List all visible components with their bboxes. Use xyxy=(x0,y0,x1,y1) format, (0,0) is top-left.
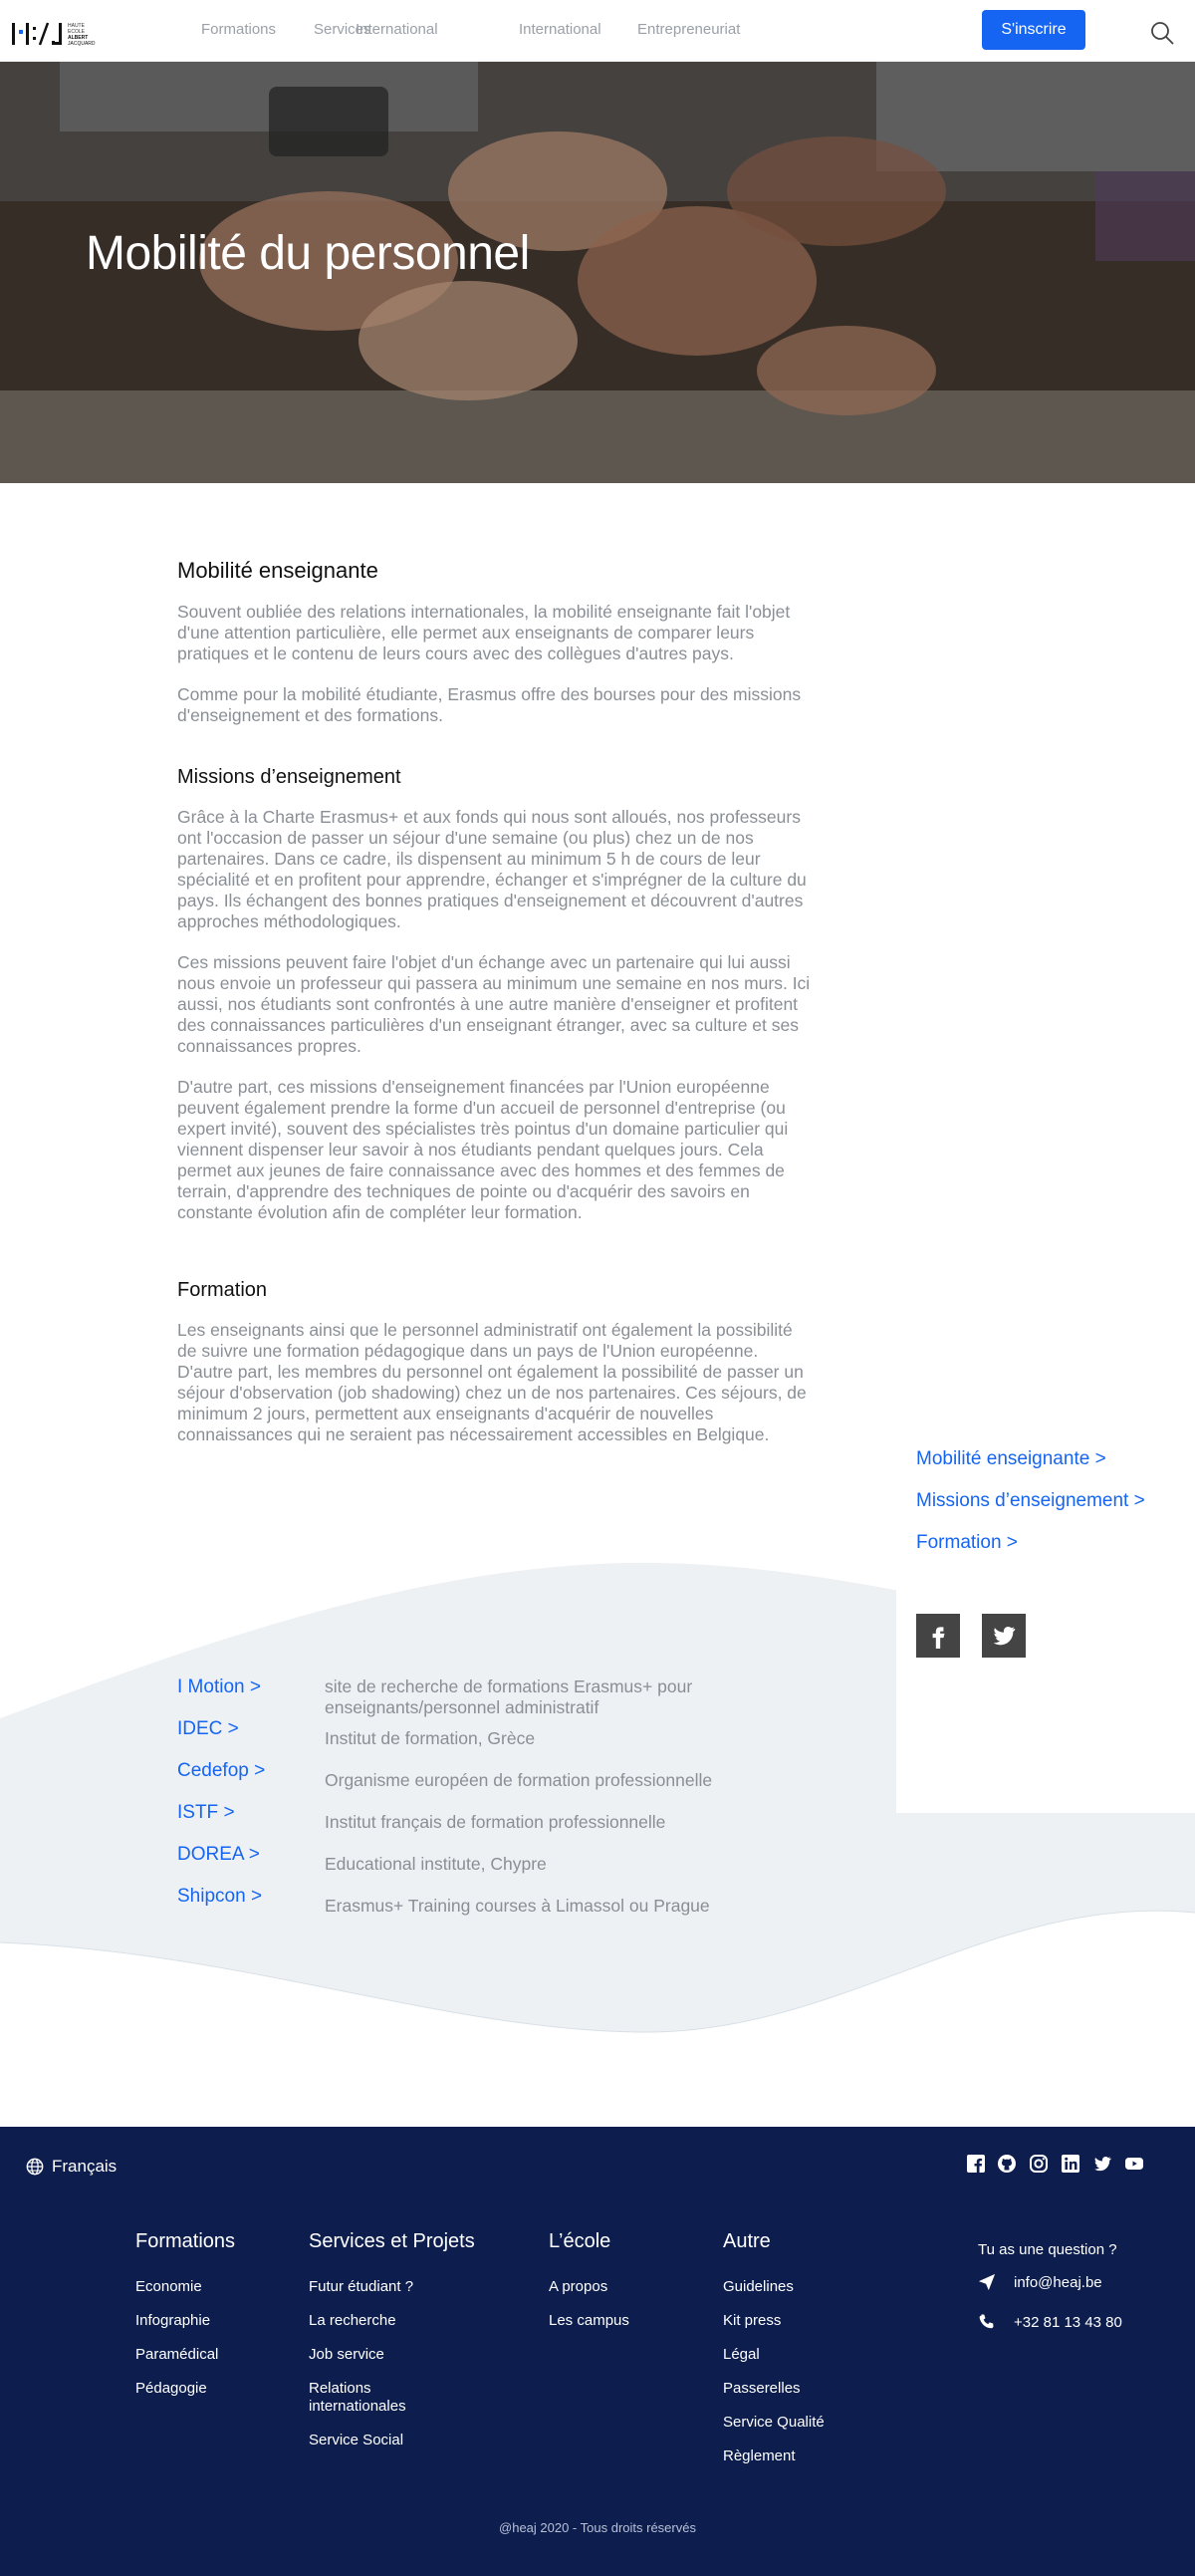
resource-description: Erasmus+ Training courses à Limassol ou Prague xyxy=(325,1896,710,1916)
resource-link[interactable]: IDEC > xyxy=(177,1718,239,1739)
resource-description: Institut de formation, Grèce xyxy=(325,1728,536,1748)
signup-button[interactable]: S'inscrire xyxy=(982,10,1085,50)
logo-line-1: HAUTE xyxy=(68,23,85,29)
paragraph: Grâce à la Charte Erasmus+ et aux fonds qui nous sont alloués, nos professeurs ont l'occasion de passer un séjour d'une semaine (ou plus) chez un de nos partenaires. Dans ce cadre, ils dispensent au minimum 5 h de cours de leur spécialité et en profitent pour apprendre, échanger et s'imprégner de la culture du pays. Ils échangent des bonnes pratiques d'enseignement et découvrent d'autres approches méthodologiques. xyxy=(177,807,807,931)
instagram-icon[interactable] xyxy=(1029,2154,1049,2174)
footer-link[interactable]: Service Qualité xyxy=(723,2414,825,2431)
footer-link[interactable]: Kit press xyxy=(723,2312,782,2329)
resource-description: Organisme européen de formation professionnelle xyxy=(325,1770,713,1790)
phone-number: +32 81 13 43 80 xyxy=(1014,2313,1122,2331)
send-icon xyxy=(978,2273,996,2291)
sidebar-link-missions[interactable]: Missions d’enseignement > xyxy=(916,1490,1145,1511)
resource-description: site de recherche de formations Erasmus+ pour enseignants/personnel administratif xyxy=(325,1676,693,1717)
footer-link[interactable]: Relations internationales xyxy=(309,2380,406,2415)
logo-line-4: JACQUARD xyxy=(68,41,96,47)
footer-link[interactable]: Les campus xyxy=(549,2312,629,2329)
footer-link[interactable]: Economie xyxy=(135,2278,202,2295)
paragraph: Les enseignants ainsi que le personnel administratif ont également la possibilité de suivre une formation pédagogique dans un pays de l'Union européenne. D'autre part, les membres du personnel ont également la possibilité de passer un séjour d'observation (job shadowing) chez un de nos partenaires. Ces séjours, de minimum 2 jours, permettent aux enseignants d'acquérir de nouvelles connaissances qui ne seraient pas nécessairement accessibles en Belgique. xyxy=(177,1320,807,1444)
copyright: @heaj 2020 - Tous droits réservés xyxy=(499,2520,696,2535)
footer-link[interactable]: Paramédical xyxy=(135,2346,219,2363)
linkedin-icon[interactable] xyxy=(1061,2154,1080,2174)
facebook-share-icon[interactable] xyxy=(916,1614,960,1658)
section-title-missions: Missions d’enseignement xyxy=(177,766,401,788)
page-title: Mobilité du personnel xyxy=(86,227,530,280)
facebook-icon[interactable] xyxy=(966,2154,986,2174)
footer-column-title: Autre xyxy=(723,2230,771,2252)
footer-link[interactable]: Pédagogie xyxy=(135,2380,207,2397)
sidebar-link-mobilite[interactable]: Mobilité enseignante > xyxy=(916,1448,1106,1469)
paragraph: Comme pour la mobilité étudiante, Erasmus offre des bourses pour des missions d'enseignement et des formations. xyxy=(177,684,802,725)
phone-contact[interactable] xyxy=(978,2313,1122,2331)
sidebar-link-formation[interactable]: Formation > xyxy=(916,1532,1018,1553)
contact-question: Tu as une question ? xyxy=(978,2241,1117,2258)
footer-column-services xyxy=(309,2230,475,2465)
resource-link[interactable]: ISTF > xyxy=(177,1802,235,1823)
footer-column-ecole xyxy=(549,2230,688,2346)
site-header xyxy=(0,0,1195,62)
footer-column-title: Services et Projets xyxy=(309,2230,475,2252)
footer-link[interactable]: La recherche xyxy=(309,2312,396,2329)
paragraph: Ces missions peuvent faire l'objet d'un échange avec un partenaire qui lui aussi nous envoie un professeur qui passera au minimum une semaine en nos murs. Ici aussi, nos étudiants sont confrontés à une autre manière d'enseigner et profitent des connaissances particulières d'un enseignant étranger, avec sa culture et ses connaissances propres. xyxy=(177,952,811,1056)
footer-column-title: Formations xyxy=(135,2230,236,2252)
resource-link[interactable]: I Motion > xyxy=(177,1676,261,1697)
email-contact[interactable] xyxy=(978,2273,1102,2291)
nav-international-2[interactable]: International xyxy=(519,21,601,38)
resource-link[interactable]: Cedefop > xyxy=(177,1760,266,1781)
logo-line-3: ALBERT xyxy=(68,35,89,41)
github-icon[interactable] xyxy=(997,2154,1017,2174)
nav-formations[interactable]: Formations xyxy=(201,21,277,38)
footer-column-title: L’école xyxy=(549,2230,611,2252)
footer-link[interactable]: Job service xyxy=(309,2346,384,2363)
resource-description: Educational institute, Chypre xyxy=(325,1854,547,1874)
site-footer xyxy=(0,2127,1195,2576)
search-icon[interactable] xyxy=(1149,20,1175,46)
footer-column-formations xyxy=(135,2230,275,2414)
phone-icon xyxy=(978,2313,996,2331)
footer-link[interactable]: Guidelines xyxy=(723,2278,794,2295)
hero-banner xyxy=(0,62,1195,483)
heaj-logo[interactable] xyxy=(12,17,121,51)
footer-link[interactable]: Service Social xyxy=(309,2432,404,2448)
resource-description: Institut français de formation professionnelle xyxy=(325,1812,666,1832)
footer-link[interactable]: A propos xyxy=(549,2278,608,2295)
resource-link[interactable]: Shipcon > xyxy=(177,1886,263,1907)
sidebar xyxy=(896,1415,1195,1813)
footer-link[interactable]: Légal xyxy=(723,2346,760,2363)
globe-icon xyxy=(26,2158,44,2176)
nav-services[interactable]: Services xyxy=(314,21,371,38)
nav-international[interactable]: International xyxy=(356,21,438,38)
footer-link[interactable]: Futur étudiant ? xyxy=(309,2278,414,2295)
email-address: info@heaj.be xyxy=(1014,2273,1102,2291)
footer-column-autre xyxy=(723,2230,862,2481)
nav-entrepreneuriat[interactable]: Entrepreneuriat xyxy=(637,21,741,38)
paragraph: Souvent oubliée des relations internationales, la mobilité enseignante fait l'objet d'une attention particulière, elle permet aux enseignants de comparer leurs pratiques et le contenu de leurs cours avec des collègues d'autres pays. xyxy=(177,602,791,663)
twitter-share-icon[interactable] xyxy=(982,1614,1026,1658)
language-label: Français xyxy=(52,2157,118,2176)
section-title-mobilite: Mobilité enseignante xyxy=(177,558,378,583)
footer-link[interactable]: Passerelles xyxy=(723,2380,801,2397)
youtube-icon[interactable] xyxy=(1124,2154,1144,2174)
main-content xyxy=(177,558,815,1465)
resource-link[interactable]: DOREA > xyxy=(177,1844,260,1865)
language-selector[interactable] xyxy=(26,2157,117,2177)
twitter-icon[interactable] xyxy=(1092,2154,1112,2174)
footer-link[interactable]: Règlement xyxy=(723,2447,796,2464)
paragraph: D'autre part, ces missions d'enseignement financées par l'Union européenne peuvent également prendre la forme d'un accueil de personnel d'entreprise (ou expert invité), souvent des spécialistes très pointus d'un domaine particulier qui viennent dispenser leur savoir à nos étudiants pendant quelques jours. Cela permet aux jeunes de faire connaissance avec des hommes et des femmes de terrain, d'apprendre des techniques de pointe ou d'acquérir des savoirs en constante évolution afin de compléter leur formation. xyxy=(177,1077,789,1222)
logo-line-2: ECOLE xyxy=(68,29,85,35)
section-title-formation: Formation xyxy=(177,1279,268,1301)
footer-link[interactable]: Infographie xyxy=(135,2312,211,2329)
